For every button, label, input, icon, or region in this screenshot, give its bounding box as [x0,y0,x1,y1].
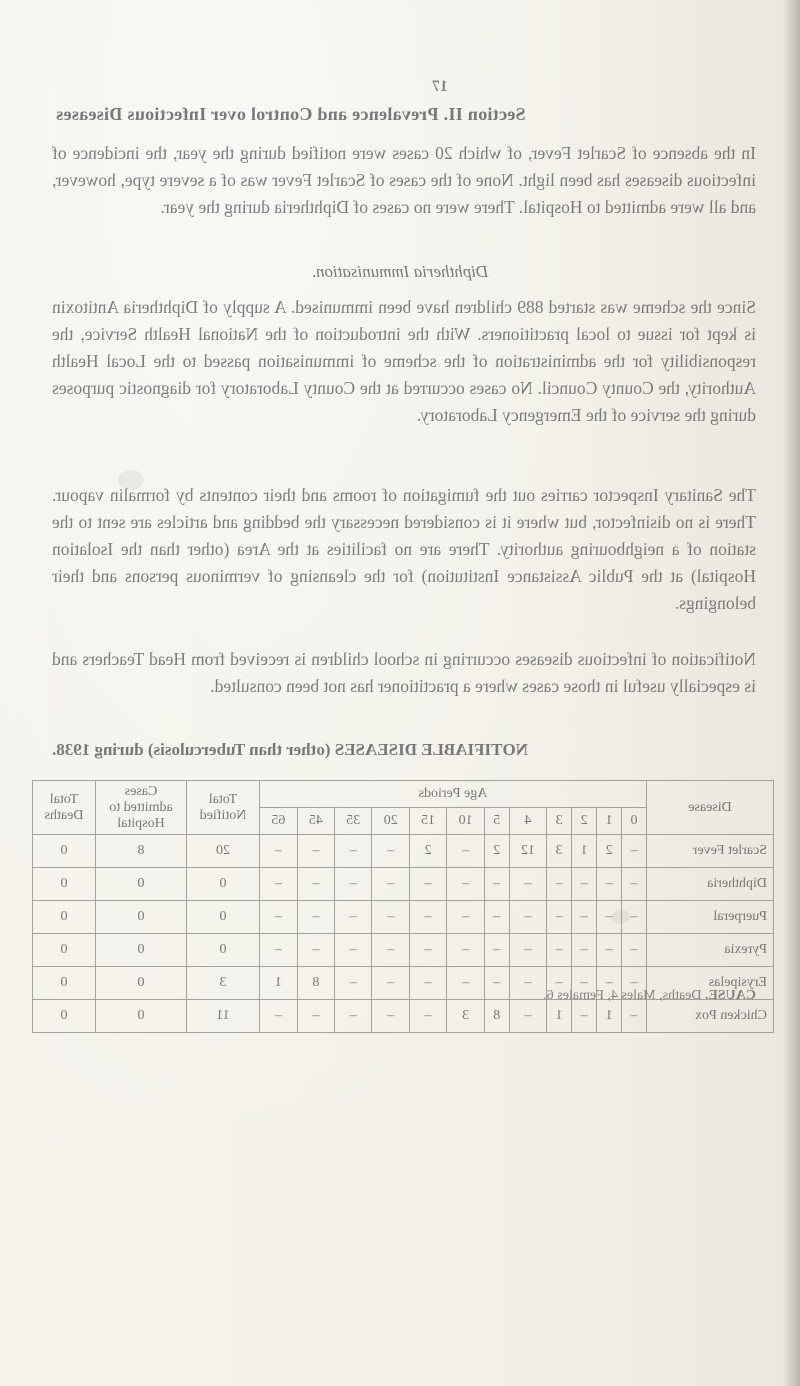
age-period-cell: – [622,901,647,934]
header-age: 45 [297,808,334,835]
table-header-row [33,781,774,808]
age-period-cell: – [409,934,446,967]
age-period-cell: – [372,1000,409,1033]
age-period-cell: 8 [297,967,334,1000]
header-age: 5 [484,808,509,835]
paper-stain [118,470,144,490]
disease-name-cell: Scarlet Fever [647,835,774,868]
header-age: 2 [572,808,597,835]
age-period-cell: – [572,901,597,934]
table-row [33,934,774,967]
paragraph-disinfection: The Sanitary Inspector carries out the fumigation of rooms and their contents by formalin vapour. There is no disinfector, but where it is considered necessary the bedding and articles are sent to the station of a neighbouring authority. There are no facilities at the Area (other than the Isolation Hospital) at the Public Assistance Institution) for the cleansing of verminous persons and their belongings. [52,485,756,613]
age-period-cell: – [260,835,298,868]
age-period-cell: – [572,967,597,1000]
age-period-cell: – [447,868,484,901]
disease-name-cell: Erysipelas [647,967,774,1000]
age-period-cell: 3 [447,1000,484,1033]
age-period-cell: – [572,1000,597,1033]
age-period-cell: – [260,934,298,967]
age-period-cell: 1 [547,1000,572,1033]
age-period-cell: – [409,868,446,901]
age-period-cell: 1 [572,835,597,868]
disease-name-cell: Puerperal [647,901,774,934]
paragraph-school-notification: Notification of infectious diseases occurring in school children is received from Head Teachers and is especially useful in those cases where a practitioner has not been consulted. [52,649,756,696]
age-period-cell: – [572,934,597,967]
age-period-cell: – [509,868,546,901]
page-number: 17 [432,78,448,95]
age-period-cell: – [260,868,298,901]
age-period-cell: – [335,868,372,901]
age-period-cell: – [297,934,334,967]
total-notified-cell: 0 [187,934,260,967]
admitted-cell: 8 [96,835,187,868]
age-period-cell: – [297,1000,334,1033]
paragraph-immunisation: Since the scheme was started 889 children have been immunised. A supply of Diphtheria Antitoxin is kept for issue to local practitioners. With the introduction of the National Health Service, the responsibility for the administration of the scheme of immunisation passed to the Local Health Authority, the County Council. No cases occurred at the County Laboratory for diagnostic purposes during the service of the Emergency Laboratory. [52,297,756,425]
deaths-cell: 0 [33,901,96,934]
age-period-cell: – [409,901,446,934]
age-period-cell: – [597,901,622,934]
total-notified-cell: 3 [187,967,260,1000]
total-notified-cell: 20 [187,835,260,868]
age-period-cell: – [372,868,409,901]
header-age: 3 [547,808,572,835]
age-period-cell: – [297,901,334,934]
age-period-cell: 1 [260,967,298,1000]
age-period-cell: – [447,835,484,868]
table-row [33,835,774,868]
header-total-notified: Total Notified [187,781,260,835]
age-period-cell: – [447,934,484,967]
age-period-cell: – [572,868,597,901]
age-period-cell: – [547,967,572,1000]
admitted-cell: 0 [96,934,187,967]
age-period-cell: – [372,967,409,1000]
age-period-cell: – [297,868,334,901]
deaths-cell: 0 [33,868,96,901]
age-period-cell: – [509,967,546,1000]
admitted-cell: 0 [96,868,187,901]
age-period-cell: – [260,901,298,934]
age-period-cell: – [622,967,647,1000]
total-notified-cell: 0 [187,901,260,934]
paper-stain [612,910,630,924]
age-period-cell: – [447,967,484,1000]
age-period-cell: 3 [547,835,572,868]
deaths-note-text: Deaths, Males 4, Females 6. [543,988,702,1003]
total-notified-cell: 11 [187,1000,260,1033]
header-age: 65 [260,808,298,835]
age-period-cell: – [372,901,409,934]
age-period-cell: 12 [509,835,546,868]
age-period-cell: – [597,934,622,967]
header-age: 35 [335,808,372,835]
header-age: 10 [447,808,484,835]
age-period-cell: – [335,967,372,1000]
age-period-cell: – [409,1000,446,1033]
age-period-cell: – [484,868,509,901]
disease-name-cell: Diphtheria [647,868,774,901]
age-period-cell: – [484,967,509,1000]
age-period-cell: – [547,868,572,901]
header-age: 20 [372,808,409,835]
total-notified-cell: 0 [187,868,260,901]
age-period-cell: – [409,967,446,1000]
age-period-cell: – [372,835,409,868]
age-period-cell: – [335,835,372,868]
age-period-cell: – [484,901,509,934]
table-caption: NOTIFIABLE DISEASES (other than Tuberculosis) during 1938. [52,740,528,759]
disease-name-cell: Pyrexia [647,934,774,967]
age-period-cell: – [509,901,546,934]
disease-name-cell: Chicken Pox [647,1000,774,1033]
section-heading: Section II. Prevalence and Control over Infectious Diseases [56,104,526,124]
age-period-cell: – [335,1000,372,1033]
age-period-cell: – [547,934,572,967]
age-period-cell: – [260,1000,298,1033]
header-age: 1 [597,808,622,835]
age-period-cell: – [335,901,372,934]
age-period-cell: – [297,835,334,868]
subheading-immunisation: Diphtheria Immunisation. [311,262,489,281]
paragraph-scarlet-fever: In the absence of Scarlet Fever, of which 20 cases were notified during the year, the incidence of infectious diseases has been light. None of the cases of Scarlet Fever was of a severe type, however, and all were admitted to Hospital. There were no cases of Diphtheria during the year. [52,143,756,217]
age-period-cell: – [509,934,546,967]
age-period-cell: 2 [597,835,622,868]
age-period-cell: – [372,934,409,967]
deaths-cell: 0 [33,934,96,967]
table-row [33,901,774,934]
age-period-cell: – [622,1000,647,1033]
age-period-cell: – [547,901,572,934]
deaths-note [52,988,756,1004]
age-period-cell: – [447,901,484,934]
age-period-cell: 2 [409,835,446,868]
deaths-note-label: CAUSE. [705,988,756,1003]
header-age: 0 [622,808,647,835]
header-admitted: Cases admitted to Hospital [96,781,187,835]
age-period-cell: – [484,934,509,967]
page-edge-shadow [782,0,800,1386]
deaths-cell: 0 [33,1000,96,1033]
age-period-cell: – [622,934,647,967]
age-period-cell: 2 [484,835,509,868]
admitted-cell: 0 [96,1000,187,1033]
age-period-cell: – [597,967,622,1000]
header-disease: Disease [647,781,774,835]
age-period-cell: – [335,934,372,967]
header-total-deaths: Total Deaths [33,781,96,835]
header-age: 15 [409,808,446,835]
age-period-cell: – [622,868,647,901]
header-age-periods: Age Periods [260,781,647,808]
deaths-cell: 0 [33,967,96,1000]
age-period-cell: – [597,868,622,901]
age-period-cell: – [622,835,647,868]
deaths-cell: 0 [33,835,96,868]
age-period-cell: – [509,1000,546,1033]
admitted-cell: 0 [96,901,187,934]
age-period-cell: 8 [484,1000,509,1033]
table-row [33,868,774,901]
header-age: 4 [509,808,546,835]
table-row [33,1000,774,1033]
admitted-cell: 0 [96,967,187,1000]
age-period-cell: 1 [597,1000,622,1033]
